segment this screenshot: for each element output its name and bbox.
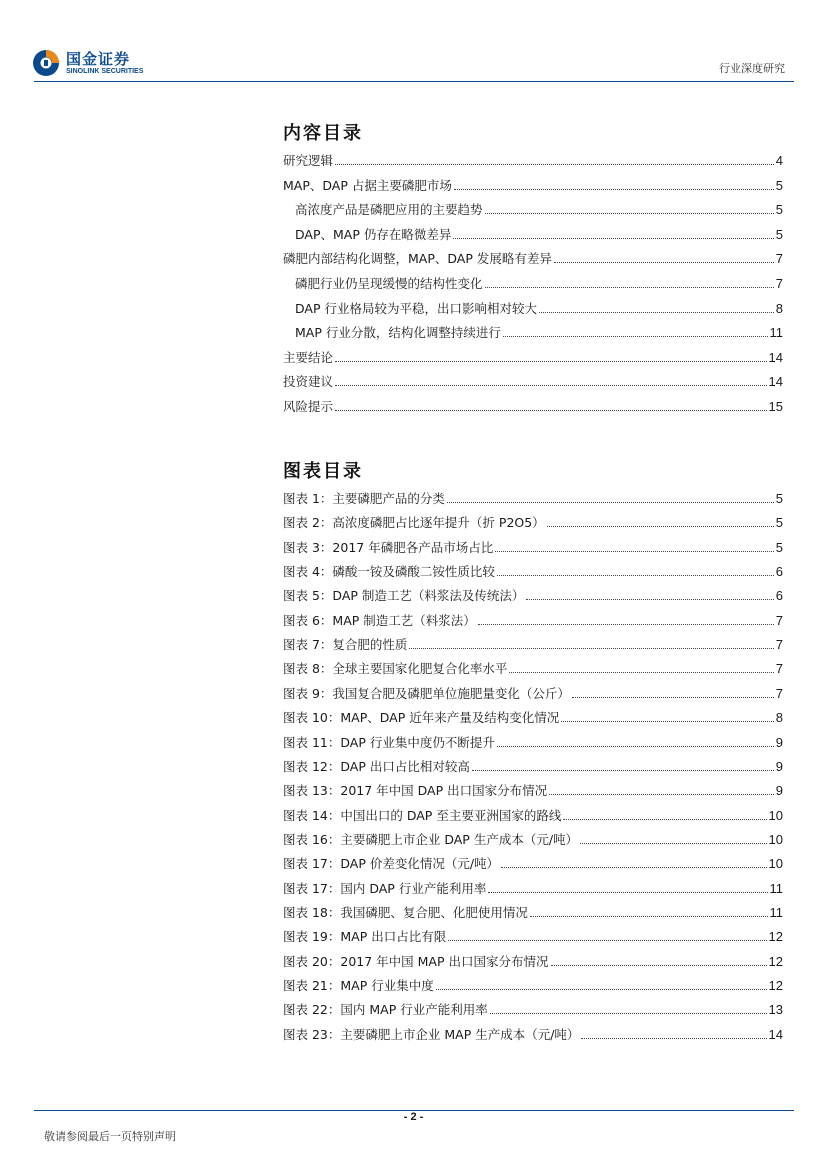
- toc-entry-label: 图表 16：主要磷肥上市企业 DAP 生产成本（元/吨）: [283, 831, 579, 847]
- toc-leader-dots: [447, 502, 774, 503]
- toc-entry-page: 12: [768, 929, 783, 945]
- toc-entry-page: 7: [775, 685, 783, 701]
- toc-entry[interactable]: [283, 831, 783, 849]
- toc-entry[interactable]: [283, 587, 783, 605]
- toc-entry-page: 10: [768, 831, 783, 847]
- toc-leader-dots: [488, 892, 767, 893]
- toc-entry-page: 14: [768, 349, 783, 365]
- contents-title: 内容目录: [283, 123, 363, 144]
- toc-leader-dots: [547, 526, 774, 527]
- toc-entry-label: 图表 3：2017 年磷肥各产品市场占比: [283, 539, 494, 555]
- toc-entry-label: 图表 10：MAP、DAP 近年来产量及结构变化情况: [283, 710, 560, 726]
- toc-entry-page: 7: [775, 251, 783, 267]
- toc-entry-page: 6: [775, 564, 783, 580]
- toc-entry[interactable]: [283, 904, 783, 922]
- company-logo: [30, 46, 154, 80]
- toc-entry[interactable]: [283, 177, 783, 195]
- toc-entry[interactable]: [283, 782, 783, 800]
- toc-leader-dots: [478, 624, 774, 625]
- toc-entry[interactable]: [283, 373, 783, 391]
- toc-leader-dots: [503, 336, 768, 337]
- toc-leader-dots: [563, 819, 766, 820]
- toc-entry-label: 图表 17：DAP 价差变化情况（元/吨）: [283, 856, 500, 872]
- toc-entry[interactable]: [283, 953, 783, 971]
- toc-leader-dots: [485, 213, 774, 214]
- toc-entry-page: 13: [768, 1002, 783, 1018]
- toc-entry-label: 研究逻辑: [283, 153, 334, 168]
- toc-entry-label: 图表 17：国内 DAP 行业产能利用率: [283, 880, 487, 896]
- toc-entry-label: 磷肥内部结构化调整，MAP、DAP 发展略有差异: [283, 251, 552, 267]
- toc-leader-dots: [561, 721, 774, 722]
- toc-leader-dots: [436, 989, 767, 990]
- toc-entry-page: 12: [768, 953, 783, 969]
- toc-leader-dots: [572, 697, 774, 698]
- toc-entry-page: 9: [775, 758, 783, 774]
- toc-entry-label: 高浓度产品是磷肥应用的主要趋势: [295, 202, 483, 218]
- toc-entry-page: 11: [769, 880, 783, 896]
- toc-entry[interactable]: [295, 300, 783, 318]
- figures-title: 图表目录: [283, 461, 363, 482]
- toc-entry-page: 14: [768, 1026, 783, 1042]
- toc-entry[interactable]: [283, 514, 783, 532]
- toc-entry-label: 图表 6：MAP 制造工艺（料浆法）: [283, 612, 476, 628]
- toc-leader-dots: [526, 599, 773, 600]
- toc-entry-page: 8: [775, 300, 783, 316]
- toc-entry[interactable]: [283, 152, 783, 170]
- toc-entry-page: 5: [775, 539, 783, 555]
- toc-entry-page: 6: [775, 588, 783, 604]
- toc-entry-page: 7: [775, 612, 783, 628]
- toc-entry[interactable]: [283, 977, 783, 995]
- toc-entry-label: 主要结论: [283, 349, 334, 365]
- toc-entry-page: 11: [769, 904, 783, 920]
- toc-entry[interactable]: [295, 324, 783, 342]
- header-divider: [34, 81, 794, 82]
- toc-leader-dots: [335, 385, 767, 386]
- logo-english-name: SINOLINK SECURITIES: [66, 68, 144, 75]
- toc-leader-dots: [454, 189, 774, 190]
- toc-entry[interactable]: [283, 807, 783, 825]
- disclaimer-note: 敬请参阅最后一页特别声明: [44, 1130, 176, 1143]
- toc-entry-label: 图表 5：DAP 制造工艺（料浆法及传统法）: [283, 588, 525, 604]
- toc-entry[interactable]: [283, 398, 783, 416]
- logo-chinese-name: 国金证券: [66, 50, 131, 68]
- toc-entry[interactable]: [283, 855, 783, 873]
- toc-leader-dots: [581, 1038, 766, 1039]
- toc-leader-dots: [472, 770, 774, 771]
- toc-leader-dots: [554, 262, 774, 263]
- toc-entry-label: 磷肥行业仍呈现缓慢的结构性变化: [295, 276, 483, 291]
- toc-entry[interactable]: [283, 880, 783, 898]
- toc-entry-page: 14: [768, 374, 783, 390]
- toc-leader-dots: [549, 794, 774, 795]
- toc-entry[interactable]: [283, 349, 783, 367]
- toc-leader-dots: [497, 746, 774, 747]
- toc-entry-page: 5: [775, 226, 783, 242]
- toc-entry[interactable]: [283, 928, 783, 946]
- toc-entry-label: MAP、DAP 占据主要磷肥市场: [283, 177, 452, 193]
- toc-entry-page: 12: [768, 978, 783, 993]
- toc-entry-label: 投资建议: [283, 374, 334, 390]
- toc-entry[interactable]: [283, 612, 783, 630]
- toc-entry-label: 图表 19：MAP 出口占比有限: [283, 929, 447, 945]
- toc-entry-label: 图表 23：主要磷肥上市企业 MAP 生产成本（元/吨）: [283, 1026, 580, 1042]
- toc-entry-page: 5: [775, 202, 783, 218]
- toc-leader-dots: [409, 648, 773, 649]
- toc-entry-page: 10: [768, 856, 783, 872]
- toc-entry-page: 7: [775, 276, 783, 291]
- toc-leader-dots: [509, 672, 773, 673]
- toc-entry[interactable]: [283, 758, 783, 776]
- toc-entry[interactable]: [283, 660, 783, 678]
- toc-entry[interactable]: [283, 1001, 783, 1019]
- toc-leader-dots: [580, 843, 766, 844]
- report-type-label: 行业深度研究: [719, 62, 785, 75]
- toc-entry-page: 9: [775, 783, 783, 799]
- toc-entry[interactable]: [283, 490, 783, 508]
- toc-leader-dots: [335, 164, 774, 165]
- toc-entry[interactable]: [283, 709, 783, 727]
- toc-entry-page: 15: [768, 399, 783, 414]
- toc-entry-label: 图表 13：2017 年中国 DAP 出口国家分布情况: [283, 783, 548, 799]
- toc-leader-dots: [539, 312, 774, 313]
- page-number: - 2 -: [403, 1111, 424, 1123]
- toc-entry-label: DAP 行业格局较为平稳，出口影响相对较大: [295, 300, 537, 316]
- toc-entry[interactable]: [283, 636, 783, 654]
- toc-entry-label: 图表 8：全球主要国家化肥复合化率水平: [283, 661, 508, 677]
- toc-entry-label: 图表 21：MAP 行业集中度: [283, 978, 434, 993]
- toc-entry-label: 图表 14：中国出口的 DAP 至主要亚洲国家的路线: [283, 807, 562, 823]
- toc-entry-label: 图表 18：我国磷肥、复合肥、化肥使用情况: [283, 904, 528, 920]
- toc-entry[interactable]: [283, 250, 783, 268]
- toc-leader-dots: [551, 965, 767, 966]
- toc-entry[interactable]: [283, 563, 783, 581]
- toc-entry-label: 图表 11：DAP 行业集中度仍不断提升: [283, 734, 495, 750]
- logo-mark-icon: [32, 49, 60, 77]
- toc-entry-label: 图表 7：复合肥的性质: [283, 637, 408, 653]
- toc-entry-page: 7: [775, 661, 783, 677]
- toc-leader-dots: [448, 940, 766, 941]
- toc-leader-dots: [335, 361, 767, 362]
- toc-entry-page: 7: [775, 637, 783, 653]
- toc-entry[interactable]: [283, 1026, 783, 1044]
- toc-entry-label: DAP、MAP 仍存在略微差异: [295, 226, 452, 242]
- toc-leader-dots: [497, 575, 774, 576]
- toc-entry-label: 图表 20：2017 年中国 MAP 出口国家分布情况: [283, 953, 549, 969]
- toc-entry[interactable]: [283, 539, 783, 557]
- toc-entry-page: 10: [768, 807, 783, 823]
- toc-entry-label: 图表 22：国内 MAP 行业产能利用率: [283, 1002, 488, 1018]
- toc-entry[interactable]: [283, 734, 783, 752]
- toc-entry[interactable]: [283, 685, 783, 703]
- toc-entry-page: 5: [775, 491, 783, 506]
- toc-entry-label: 图表 2：高浓度磷肥占比逐年提升（折 P2O5）: [283, 515, 545, 531]
- toc-leader-dots: [490, 1013, 767, 1014]
- toc-entry-page: 5: [775, 177, 783, 193]
- toc-leader-dots: [530, 916, 768, 917]
- toc-leader-dots: [453, 238, 773, 239]
- toc-leader-dots: [335, 410, 767, 411]
- toc-entry-label: MAP 行业分散，结构化调整持续进行: [295, 325, 501, 341]
- toc-entry-page: 9: [775, 734, 783, 750]
- toc-entry-label: 图表 9：我国复合肥及磷肥单位施肥量变化（公斤）: [283, 685, 570, 701]
- toc-entry[interactable]: [295, 201, 783, 219]
- toc-entry-page: 4: [775, 153, 783, 168]
- toc-entry-page: 5: [775, 515, 783, 531]
- toc-entry[interactable]: [295, 275, 783, 293]
- toc-entry-label: 图表 12：DAP 出口占比相对较高: [283, 758, 470, 774]
- toc-leader-dots: [495, 551, 774, 552]
- toc-entry-page: 8: [775, 710, 783, 726]
- toc-entry-label: 风险提示: [283, 399, 334, 414]
- toc-leader-dots: [501, 867, 766, 868]
- toc-entry-label: 图表 1：主要磷肥产品的分类: [283, 491, 445, 506]
- toc-entry[interactable]: [295, 226, 783, 244]
- toc-leader-dots: [485, 287, 774, 288]
- toc-entry-page: 11: [769, 325, 783, 341]
- toc-entry-label: 图表 4：磷酸一铵及磷酸二铵性质比较: [283, 564, 495, 580]
